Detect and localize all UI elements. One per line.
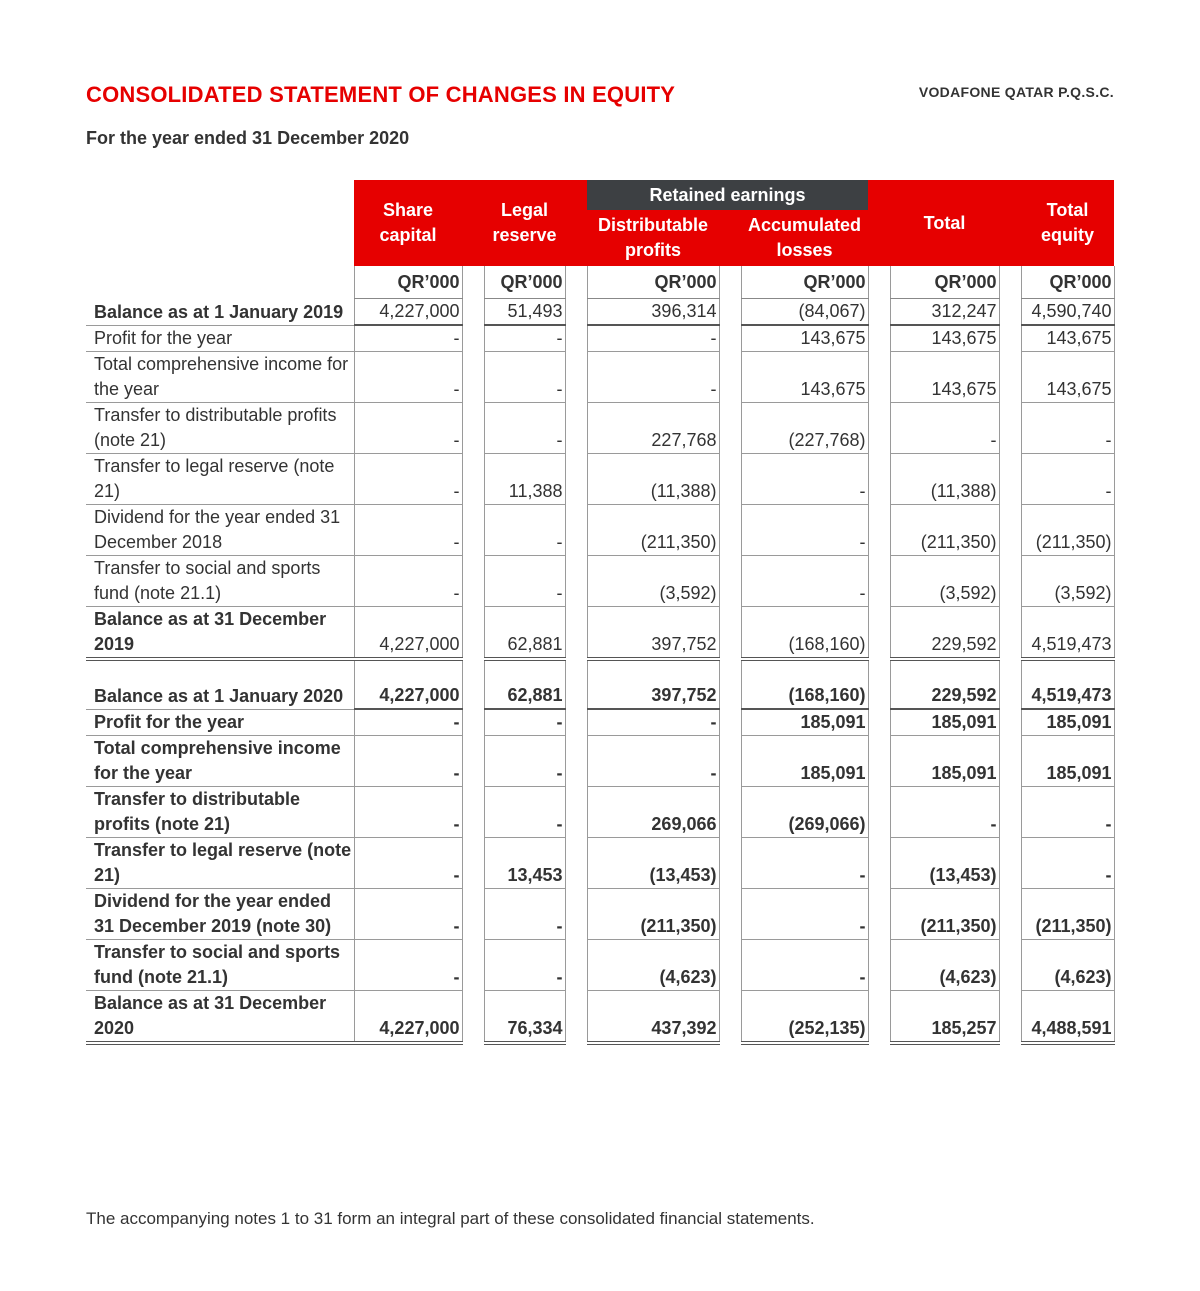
cell-value: (3,592) (1021, 556, 1114, 607)
cell-value: - (354, 787, 462, 838)
cell-value: - (354, 352, 462, 403)
cell-value: 4,227,000 (354, 991, 462, 1044)
cell-value: 4,590,740 (1021, 299, 1114, 326)
section-2019 (86, 299, 1114, 660)
cell-value: - (587, 325, 719, 352)
cell-value: 51,493 (484, 299, 565, 326)
cell-value: (11,388) (890, 454, 999, 505)
row-label: Profit for the year (86, 709, 354, 736)
cell-value: (3,592) (587, 556, 719, 607)
cell-value: - (1021, 454, 1114, 505)
cell-value: (269,066) (741, 787, 868, 838)
cell-value: (211,350) (1021, 889, 1114, 940)
row-label: Total comprehensive income for the year (86, 736, 354, 787)
cell-value: (227,768) (741, 403, 868, 454)
row-label: Transfer to distributable profits (note 21) (86, 403, 354, 454)
section-2020 (86, 683, 1114, 1043)
cell-value: - (741, 505, 868, 556)
cell-value: 143,675 (1021, 325, 1114, 352)
cell-value: 4,227,000 (354, 299, 462, 326)
company-name: VODAFONE QATAR P.Q.S.C. (918, 84, 1114, 100)
cell-value: - (354, 505, 462, 556)
cell-value: 185,091 (741, 709, 868, 736)
cell-value: (3,592) (890, 556, 999, 607)
row-label: Dividend for the year ended 31 December 2018 (86, 505, 354, 556)
cell-value: - (354, 454, 462, 505)
table-row (86, 991, 1114, 1044)
cell-value: 4,227,000 (354, 683, 462, 709)
unit-label: QR’000 (587, 266, 719, 299)
cell-value: - (484, 325, 565, 352)
cell-value: (13,453) (890, 838, 999, 889)
header-total-equity: Total equity (1021, 180, 1114, 266)
cell-value: 185,091 (890, 709, 999, 736)
cell-value: 397,752 (587, 683, 719, 709)
cell-value: 143,675 (741, 325, 868, 352)
cell-value: (211,350) (1021, 505, 1114, 556)
unit-label: QR’000 (890, 266, 999, 299)
cell-value: 396,314 (587, 299, 719, 326)
row-label: Total comprehensive income for the year (86, 352, 354, 403)
cell-value: - (484, 889, 565, 940)
cell-value: 185,091 (890, 736, 999, 787)
table-row (86, 556, 1114, 607)
cell-value: (84,067) (741, 299, 868, 326)
cell-value: 437,392 (587, 991, 719, 1044)
cell-value: - (587, 709, 719, 736)
row-label: Transfer to social and sports fund (note 21.1) (86, 556, 354, 607)
cell-value: (211,350) (587, 889, 719, 940)
row-label: Balance as at 1 January 2020 (86, 683, 354, 709)
table-row (86, 787, 1114, 838)
page-subtitle: For the year ended 31 December 2020 (86, 128, 410, 148)
cell-value: 269,066 (587, 787, 719, 838)
cell-value: 185,091 (1021, 709, 1114, 736)
cell-value: - (354, 325, 462, 352)
cell-value: - (484, 403, 565, 454)
cell-value: - (741, 556, 868, 607)
footnote: The accompanying notes 1 to 31 form an integral part of these consolidated financial statements. (86, 1209, 815, 1228)
cell-value: - (484, 556, 565, 607)
cell-value: - (741, 454, 868, 505)
cell-value: 76,334 (484, 991, 565, 1044)
cell-value: 62,881 (484, 683, 565, 709)
unit-label: QR’000 (484, 266, 565, 299)
equity-table (86, 180, 1115, 1045)
cell-value: 62,881 (484, 607, 565, 660)
row-label: Transfer to legal reserve (note 21) (86, 838, 354, 889)
table-row (86, 325, 1114, 352)
cell-value: - (587, 736, 719, 787)
cell-value: (13,453) (587, 838, 719, 889)
cell-value: - (354, 403, 462, 454)
cell-value: 229,592 (890, 607, 999, 660)
cell-value: (4,623) (587, 940, 719, 991)
unit-label: QR’000 (354, 266, 462, 299)
cell-value: - (890, 403, 999, 454)
row-label: Profit for the year (86, 325, 354, 352)
table-row (86, 607, 1114, 660)
cell-value: - (741, 838, 868, 889)
cell-value: (168,160) (741, 683, 868, 709)
unit-label: QR’000 (741, 266, 868, 299)
cell-value: - (354, 736, 462, 787)
table-row (86, 454, 1114, 505)
cell-value: - (354, 556, 462, 607)
cell-value: - (354, 940, 462, 991)
cell-value: - (354, 838, 462, 889)
cell-value: - (741, 940, 868, 991)
row-label: Balance as at 1 January 2019 (86, 299, 354, 326)
cell-value: (4,623) (1021, 940, 1114, 991)
header-retained-earnings: Retained earnings (587, 180, 868, 210)
cell-value: - (890, 787, 999, 838)
table-row (86, 352, 1114, 403)
cell-value: (4,623) (890, 940, 999, 991)
row-label: Transfer to legal reserve (note 21) (86, 454, 354, 505)
cell-value: (211,350) (587, 505, 719, 556)
cell-value: 143,675 (890, 352, 999, 403)
unit-label: QR’000 (1021, 266, 1114, 299)
cell-value: - (484, 736, 565, 787)
cell-value: 13,453 (484, 838, 565, 889)
cell-value: 143,675 (890, 325, 999, 352)
cell-value: - (1021, 787, 1114, 838)
header-accumulated-losses: Accumulated losses (741, 210, 868, 266)
cell-value: (252,135) (741, 991, 868, 1044)
cell-value: - (741, 889, 868, 940)
cell-value: 312,247 (890, 299, 999, 326)
cell-value: - (484, 787, 565, 838)
cell-value: - (484, 709, 565, 736)
cell-value: 185,257 (890, 991, 999, 1044)
cell-value: - (1021, 838, 1114, 889)
table-row (86, 403, 1114, 454)
cell-value: - (354, 709, 462, 736)
header-legal-reserve: Legal reserve (484, 180, 565, 266)
cell-value: - (1021, 403, 1114, 454)
table-row (86, 299, 1114, 326)
cell-value: (211,350) (890, 505, 999, 556)
header-share-capital: Share capital (354, 180, 462, 266)
cell-value: - (484, 352, 565, 403)
cell-value: 185,091 (1021, 736, 1114, 787)
table-row (86, 838, 1114, 889)
cell-value: - (354, 889, 462, 940)
cell-value: (11,388) (587, 454, 719, 505)
table-row (86, 889, 1114, 940)
cell-value: 227,768 (587, 403, 719, 454)
row-label: Transfer to social and sports fund (note 21.1) (86, 940, 354, 991)
cell-value: 397,752 (587, 607, 719, 660)
row-label: Dividend for the year ended 31 December 2019 (note 30) (86, 889, 354, 940)
cell-value: 185,091 (741, 736, 868, 787)
cell-value: 229,592 (890, 683, 999, 709)
cell-value: 4,519,473 (1021, 607, 1114, 660)
page-title: CONSOLIDATED STATEMENT OF CHANGES IN EQUITY (86, 82, 676, 107)
table-row (86, 709, 1114, 736)
cell-value: (211,350) (890, 889, 999, 940)
row-label: Balance as at 31 December 2019 (86, 607, 354, 660)
row-label: Balance as at 31 December 2020 (86, 991, 354, 1044)
table-row (86, 736, 1114, 787)
cell-value: 143,675 (1021, 352, 1114, 403)
cell-value: 11,388 (484, 454, 565, 505)
table-row (86, 683, 1114, 709)
cell-value: - (484, 505, 565, 556)
cell-value: 4,519,473 (1021, 683, 1114, 709)
cell-value: - (484, 940, 565, 991)
cell-value: (168,160) (741, 607, 868, 660)
cell-value: 143,675 (741, 352, 868, 403)
cell-value: 4,488,591 (1021, 991, 1114, 1044)
header-total: Total (890, 180, 999, 266)
header-distributable-profits: Distributable profits (587, 210, 719, 266)
cell-value: 4,227,000 (354, 607, 462, 660)
row-label: Transfer to distributable profits (note 21) (86, 787, 354, 838)
table-row (86, 940, 1114, 991)
cell-value: - (587, 352, 719, 403)
table-row (86, 505, 1114, 556)
